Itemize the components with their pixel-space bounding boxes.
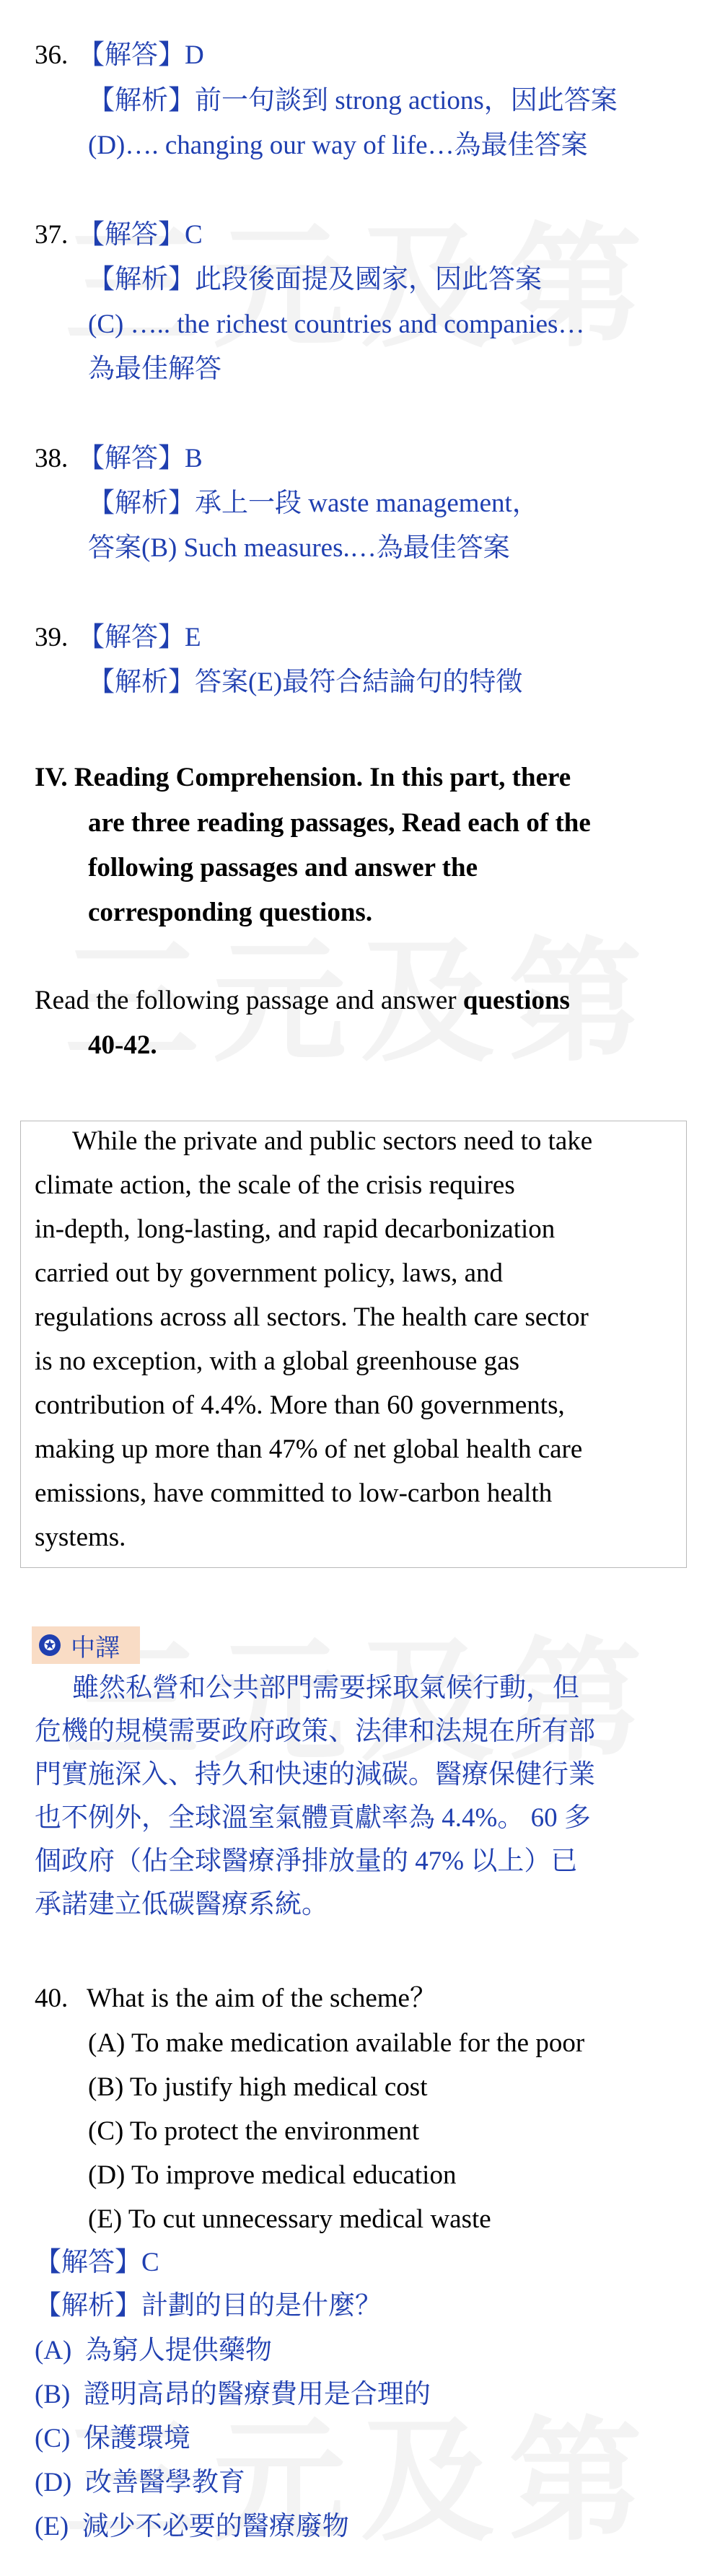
answer-number: 37. [35,220,69,250]
analysis-text: 為最佳解答 [88,354,221,384]
analysis-option-label: (D) [35,2468,72,2497]
question-number: 40. [35,1984,69,2013]
question-option: (B) To justify high medical cost [88,2072,428,2102]
analysis-text: 【解析】前一句談到 strong actions，因此答案 [88,86,618,115]
translation-line: 個政府（佔全球醫療淨排放量的 47% 以上）已 [35,1846,578,1876]
section-heading: corresponding questions. [88,898,373,927]
analysis-text: 【解析】答案(E)最符合結論句的特徵 [88,667,523,697]
analysis-option-text: 為窮人提供藥物 [84,2336,272,2365]
analysis-text: (C) ….. the richest countries and companies… [88,310,585,339]
analysis-option [35,2379,431,2411]
answer-number: 38. [35,444,69,473]
analysis-option-label: (A) [35,2336,72,2365]
analysis-option [35,2423,190,2455]
analysis-option-text: 減少不必要的醫療廢物 [82,2512,349,2541]
analysis-text: 答案(B) Such measures.…為最佳答案 [88,533,510,563]
analysis-option [35,2511,349,2543]
passage-line: While the private and public sectors need to take [72,1126,593,1156]
translation-tag-label: 中譯 [71,1634,120,1662]
answer-key: 【解答】C [78,220,203,250]
analysis-option [35,2335,272,2367]
analysis-option-label: (E) [35,2512,69,2541]
section-heading: following passages and answer the [88,853,478,882]
answer-number: 39. [35,623,69,652]
instruction-text: Read the following passage and answer [35,986,463,1015]
analysis-option [35,2467,245,2499]
section-heading: IV. Reading Comprehension. In this part, there [35,763,571,792]
passage-line: emissions, have committed to low-carbon health [35,1478,553,1508]
answer-key: 【解答】C [35,2248,159,2277]
passage-line: regulations across all sectors. The health care sector [35,1302,589,1332]
section-heading: are three reading passages, Read each of the [88,808,591,838]
analysis-option-text: 改善醫學教育 [84,2468,245,2497]
question-option: (C) To protect the environment [88,2116,420,2146]
answer-key: 【解答】B [78,444,203,473]
star-badge-icon: ✪ [39,1634,61,1656]
translation-line: 危機的規模需要政府政策、法律和法規在所有部 [35,1717,595,1746]
analysis-text: 【解析】承上一段 waste management， [88,489,539,518]
translation-line: 承諾建立低碳醫療系統。 [35,1890,328,1919]
analysis-option-label: (C) [35,2424,71,2453]
instruction-bold: questions [462,986,570,1015]
answer-key: 【解答】D [78,40,204,70]
analysis-text: 【解析】計劃的目的是什麼？ [35,2291,382,2321]
passage-line: carried out by government policy, laws, and [35,1258,504,1288]
question-option: (E) To cut unnecessary medical waste [88,2204,491,2234]
instruction [35,985,570,1017]
question-option: (D) To improve medical education [88,2160,457,2190]
analysis-option-label: (B) [35,2380,71,2409]
answer-number: 36. [35,40,69,70]
translation-line: 門實施深入、持久和快速的減碳。醫療保健行業 [35,1760,595,1789]
translation-line: 雖然私營和公共部門需要採取氣候行動，但 [72,1673,579,1703]
question-option: (A) To make medication available for the poor [88,2028,585,2058]
translation-line: 也不例外，全球溫室氣體貢獻率為 4.4%。 60 多 [35,1803,591,1833]
passage-line: contribution of 4.4%. More than 60 governments, [35,1390,565,1420]
question-stem: What is the aim of the scheme？ [87,1984,436,2013]
passage-line: making up more than 47% of net global health care [35,1434,583,1464]
passage-line: systems. [35,1523,126,1552]
passage-line: climate action, the scale of the crisis requires [35,1170,515,1200]
analysis-option-text: 保護環境 [83,2424,190,2453]
translation-tag [32,1626,140,1664]
passage-line: is no exception, with a global greenhouse gas [35,1346,519,1376]
analysis-option-text: 證明高昂的醫療費用是合理的 [83,2380,431,2409]
instruction-range: 40-42. [88,1030,157,1060]
analysis-text: 【解析】此段後面提及國家，因此答案 [88,265,542,294]
answer-key: 【解答】E [78,623,201,652]
passage-line: in-depth, long-lasting, and rapid decarbonization [35,1214,556,1244]
analysis-text: (D)…. changing our way of life…為最佳答案 [88,131,588,160]
